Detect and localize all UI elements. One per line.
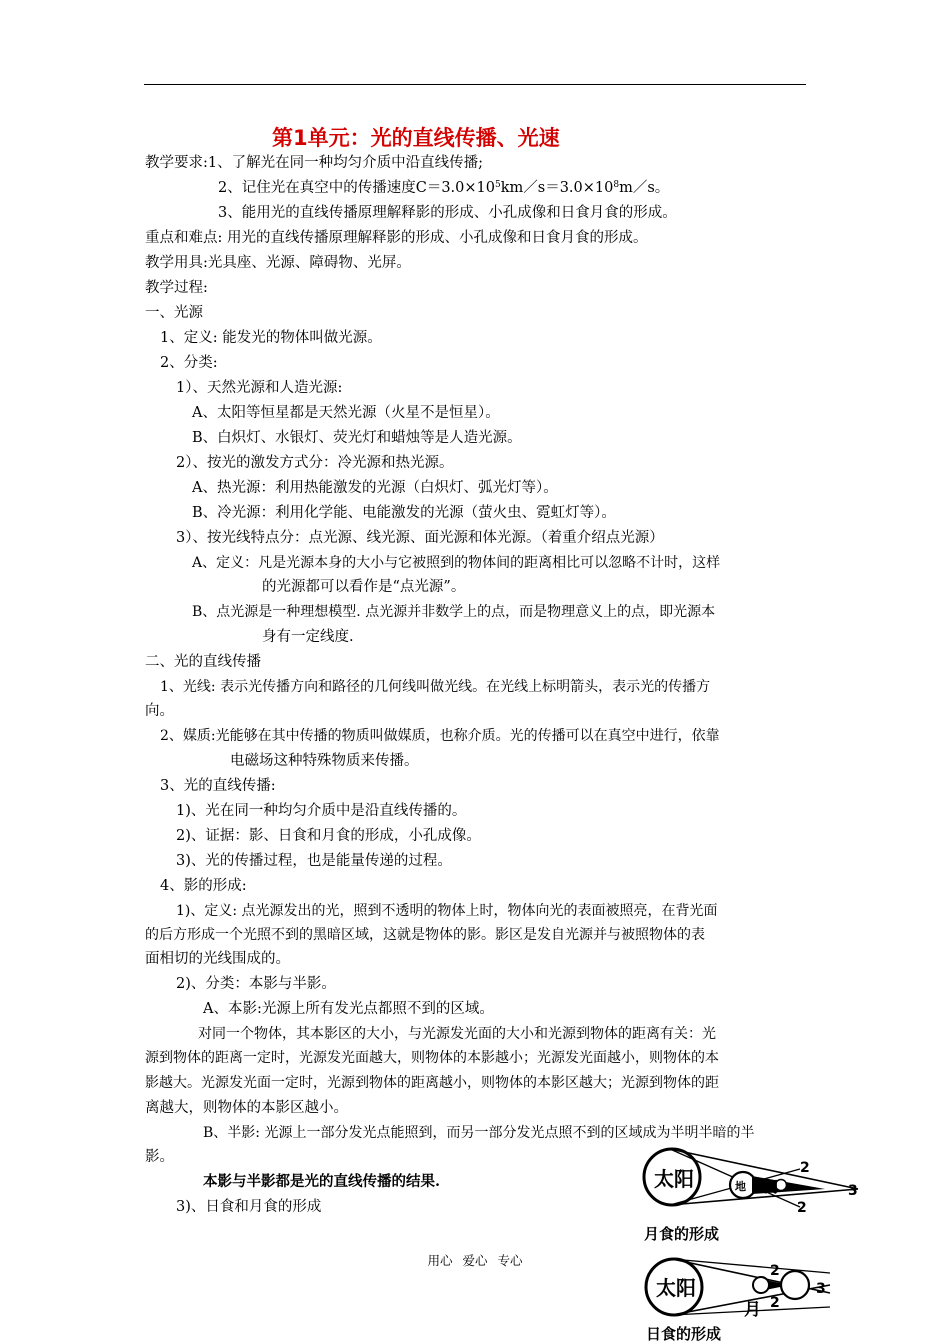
paragraph: 的后方形成一个光照不到的黑暗区域，这就是物体的影。影区是发自光源并与被照物体的表 [145,927,705,943]
paragraph: 1）、天然光源和人造光源: [176,380,343,396]
paragraph: 2、分类: [160,355,218,371]
moon-disc [753,1277,769,1293]
header-rule [144,84,806,85]
paragraph: 电磁场这种特殊物质来传播。 [230,753,419,769]
figure-caption: 月食的形成 [644,1225,720,1243]
paragraph: 2)、证据：影、日食和月食的形成，小孔成像。 [176,828,481,844]
key-points: 重点和难点: 用光的直线传播原理解释影的形成、小孔成像和日食月食的形成。 [145,230,648,246]
paragraph: 2)、分类：本影与半影。 [176,976,336,992]
paragraph: 3)、光的传播过程，也是能量传递的过程。 [176,853,452,869]
paragraph: 向。 [145,703,174,719]
umbra-label: 3 [816,1281,826,1297]
moon-label: 月 [765,1178,781,1196]
paragraph: B、冷光源：利用化学能、电能激发的光源（萤火虫、霓虹灯等）。 [192,505,616,521]
solar-eclipse-figure [640,1255,870,1344]
paragraph: 2）、按光的激发方式分：冷光源和热光源。 [176,455,454,471]
paragraph: 3)、日食和月食的形成 [176,1199,322,1215]
paragraph: 3）、按光线特点分：点光源、线光源、面光源和体光源。（着重介绍点光源） [176,530,664,546]
paragraph: 1)、定义: 点光源发出的光，照到不透明的物体上时，物体向光的表面被照亮，在背光面 [176,903,718,919]
paragraph: 1)、光在同一种均匀介质中是沿直线传播的。 [176,803,467,819]
paragraph: 2、媒质:光能够在其中传播的物质叫做媒质，也称介质。光的传播可以在真空中进行，依靠 [160,728,720,744]
paragraph: 的光源都可以看作是“点光源”。 [262,579,466,595]
penumbra-label: 2 [800,1160,810,1176]
paragraph: 身有一定线度. [262,629,354,645]
teaching-requirements-1: 教学要求:1、了解光在同一种均匀介质中沿直线传播; [145,155,483,171]
paragraph: 4、影的形成: [160,878,247,894]
paragraph: A、定义：凡是光源本身的大小与它被照到的物体间的距离相比可以忽略不计时，这样 [192,555,721,571]
paragraph: 3、光的直线传播: [160,778,276,794]
paragraph: 影。 [145,1149,174,1165]
paragraph: 面相切的光线围成的。 [145,951,290,967]
penumbra-label: 2 [797,1200,807,1216]
teaching-process: 教学过程: [145,280,208,296]
earth-label: 地 [735,1180,746,1193]
sun-label: 太阳 [654,1167,694,1191]
paragraph: 1、光线: 表示光传播方向和路径的几何线叫做光线。在光线上标明箭头，表示光的传播方 [160,679,711,695]
page-footer: 用心 爱心 专心 [427,1253,523,1268]
section-heading-rectilinear-propagation: 二、光的直线传播 [145,654,261,670]
teaching-requirements-3: 3、能用光的直线传播原理解释影的形成、小孔成像和日食月食的形成。 [218,205,677,221]
teaching-tools: 教学用具:光具座、光源、障碍物、光屏。 [145,255,411,271]
paragraph: 离越大，则物体的本影区越小。 [145,1100,348,1116]
bold-conclusion: 本影与半影都是光的直线传播的结果. [203,1173,441,1190]
sun-label: 太阳 [656,1276,696,1300]
paragraph: B、白炽灯、水银灯、荧光灯和蜡烛等是人造光源。 [192,430,522,446]
umbra-shadow [752,1176,825,1194]
penumbra-label: 2 [770,1295,780,1311]
teaching-requirements-2: 2、记住光在真空中的传播速度$C=3.0\times 10^5km/s=3.0\times 10^8m/s$。 [218,180,670,196]
paragraph: B、半影: 光源上一部分发光点能照到，而另一部分发光点照不到的区域成为半明半暗的半 [203,1125,755,1141]
paragraph: 源到物体的距离一定时，光源发光面越大，则物体的本影越小；光源发光面越小，则物体的本 [145,1050,719,1066]
penumbra-label: 2 [770,1263,780,1279]
paragraph: A、热光源：利用热能激发的光源（白炽灯、弧光灯等）。 [192,480,558,496]
lunar-eclipse-figure [640,1145,870,1245]
paragraph: A、太阳等恒星都是天然光源（火星不是恒星）。 [192,405,500,421]
umbra-label: 3 [848,1183,858,1199]
paragraph: 对同一个物体，其本影区的大小，与光源发光面的大小和光源到物体的距离有关：光 [198,1026,716,1042]
figure-caption: 日食的形成 [646,1325,722,1343]
paragraph: B、点光源是一种理想模型. 点光源并非数学上的点，而是物理意义上的点，即光源本 [192,604,716,620]
paragraph: 影越大。光源发光面一定时，光源到物体的距离越小，则物体的本影区越大；光源到物体的距 [145,1075,719,1091]
earth-disc [781,1271,809,1299]
page-title: 第1单元：光的直线传播、光速 [272,126,560,150]
paragraph: A、本影:光源上所有发光点都照不到的区域。 [203,1001,494,1017]
moon-label: 月 [744,1300,761,1320]
paragraph: 1、定义: 能发光的物体叫做光源。 [160,330,382,346]
section-heading-light-source: 一、光源 [145,305,203,321]
